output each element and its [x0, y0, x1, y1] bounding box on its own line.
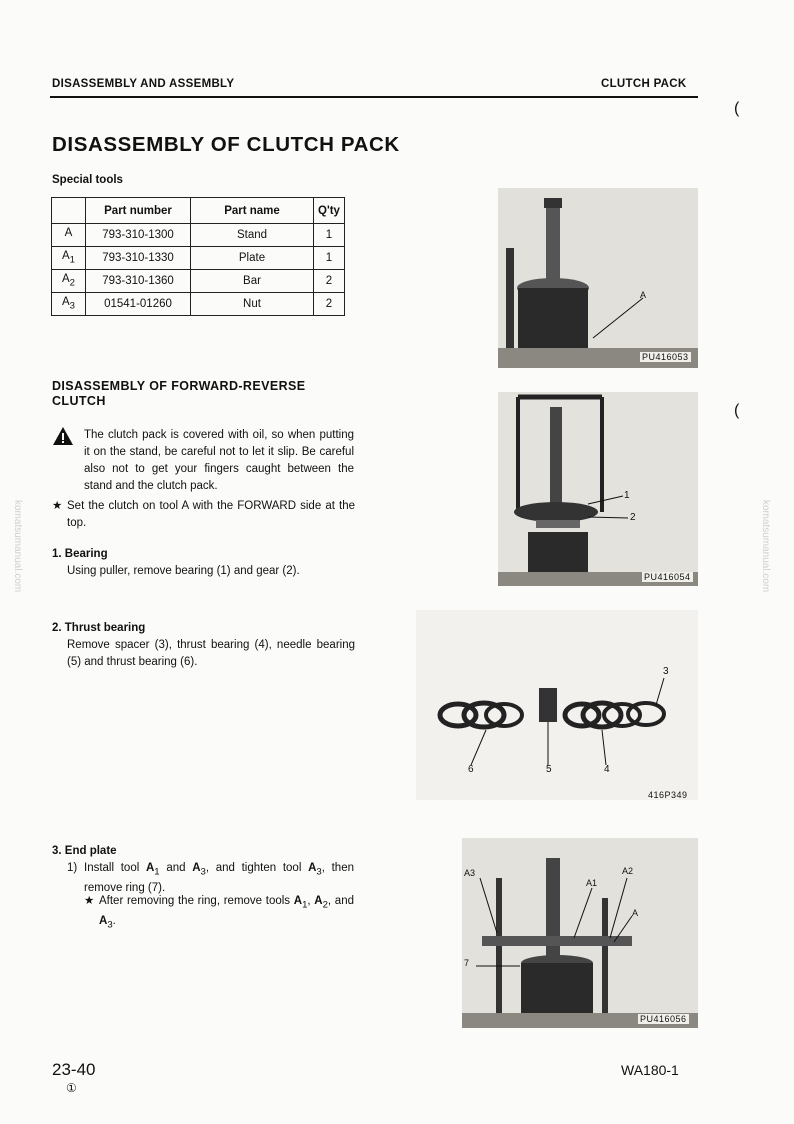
- puller-illustration: [498, 392, 698, 586]
- callout-a2: A2: [622, 866, 634, 876]
- revision-mark: ①: [66, 1081, 77, 1095]
- callout-1: 1: [624, 490, 630, 501]
- part-name: Stand: [191, 224, 314, 247]
- note-star-icon: ★: [52, 500, 63, 512]
- part-name: Bar: [191, 270, 314, 293]
- clutch-on-stand-illustration: [498, 188, 698, 368]
- figure-code: PU416053: [642, 352, 689, 362]
- tool-symbol: $A_1$: [52, 247, 86, 270]
- step-2-text: Remove spacer (3), thrust bearing (4), needle bearing (5) and thrust bearing (6).: [67, 639, 355, 668]
- step-3-substep-number: 1): [67, 862, 78, 874]
- margin-mark: (: [734, 100, 740, 117]
- step-3-note: After removing the ring, remove tools $A_1$, $A_2$, and $A_3$.: [99, 895, 354, 931]
- step-1-title: 1. Bearing: [52, 548, 108, 560]
- callout-7: 7: [464, 958, 470, 968]
- callout-6: 6: [468, 764, 474, 775]
- part-name: Plate: [191, 247, 314, 270]
- quantity: 2: [314, 293, 345, 316]
- header-chapter-title: CLUTCH PACK: [601, 78, 687, 90]
- figure-code: PU416054: [644, 572, 691, 582]
- table-row: [52, 224, 345, 247]
- callout-a1: A1: [586, 878, 598, 888]
- callout-a3: A3: [464, 868, 476, 878]
- callout-2: 2: [630, 512, 636, 523]
- note-text: Set the clutch on tool A with the FORWARD side at the top.: [67, 500, 355, 529]
- figure-code: PU416056: [640, 1014, 687, 1024]
- callout-a: A: [640, 290, 647, 300]
- tool-symbol: $A_2$: [52, 270, 86, 293]
- callout-a: A: [632, 908, 639, 918]
- figure-stand-photo: [498, 188, 698, 368]
- end-plate-illustration: [462, 838, 698, 1028]
- col-part-number: Part number: [86, 198, 191, 224]
- figure-code: 416P349: [648, 790, 688, 800]
- part-number: 793-310-1330: [86, 247, 191, 270]
- part-number: 793-310-1360: [86, 270, 191, 293]
- header-rule: [50, 96, 698, 98]
- tool-symbol: A: [52, 224, 86, 247]
- warning-text: The clutch pack is covered with oil, so when putting it on the stand, be careful not to let it slip. Be careful also not to get your fingers caught between the stand and the clutch pack.: [84, 429, 354, 492]
- bearings-illustration: [416, 610, 698, 800]
- figure-puller-photo: [498, 392, 698, 586]
- figure-end-plate-photo: [462, 838, 698, 1028]
- col-part-name: Part name: [191, 198, 314, 224]
- watermark-left: komatsumanual.com: [12, 500, 23, 593]
- section-heading-line2: CLUTCH: [52, 394, 106, 408]
- warning-icon: [52, 426, 74, 446]
- table-row: [52, 270, 345, 293]
- step-3-substep-text: Install tool $A_1$ and $A_3$, and tighten tool $A_3$, then remove ring (7).: [84, 862, 354, 895]
- section-heading: [52, 379, 305, 409]
- page-number: 23-40: [52, 1060, 96, 1079]
- callout-3: 3: [663, 666, 669, 677]
- model-label: WA180-1: [621, 1062, 679, 1078]
- callout-5: 5: [546, 764, 552, 775]
- step-1-text: Using puller, remove bearing (1) and gear (2).: [67, 565, 300, 577]
- quantity: 1: [314, 247, 345, 270]
- header-section-title: DISASSEMBLY AND ASSEMBLY: [52, 78, 235, 90]
- figure-thrust-bearings: [416, 610, 698, 800]
- special-tools-label: Special tools: [52, 174, 123, 186]
- col-symbol: [52, 198, 86, 224]
- part-number: 793-310-1300: [86, 224, 191, 247]
- quantity: 1: [314, 224, 345, 247]
- quantity: 2: [314, 270, 345, 293]
- step-3-star-icon: ★: [84, 895, 95, 907]
- step-3-title: 3. End plate: [52, 845, 117, 857]
- part-name: Nut: [191, 293, 314, 316]
- table-row: [52, 293, 345, 316]
- page-title: DISASSEMBLY OF CLUTCH PACK: [52, 133, 400, 156]
- margin-mark: (: [734, 402, 740, 419]
- step-2-title: 2. Thrust bearing: [52, 622, 146, 634]
- tool-symbol: $A_3$: [52, 293, 86, 316]
- watermark-right: komatsumanual.com: [760, 500, 771, 593]
- callout-4: 4: [604, 764, 610, 775]
- part-number: 01541-01260: [86, 293, 191, 316]
- col-qty: Q'ty: [314, 198, 345, 224]
- section-heading-line1: DISASSEMBLY OF FORWARD-REVERSE: [52, 379, 306, 393]
- table-header-row: [52, 198, 345, 224]
- table-row: [52, 247, 345, 270]
- special-tools-table: [51, 197, 345, 316]
